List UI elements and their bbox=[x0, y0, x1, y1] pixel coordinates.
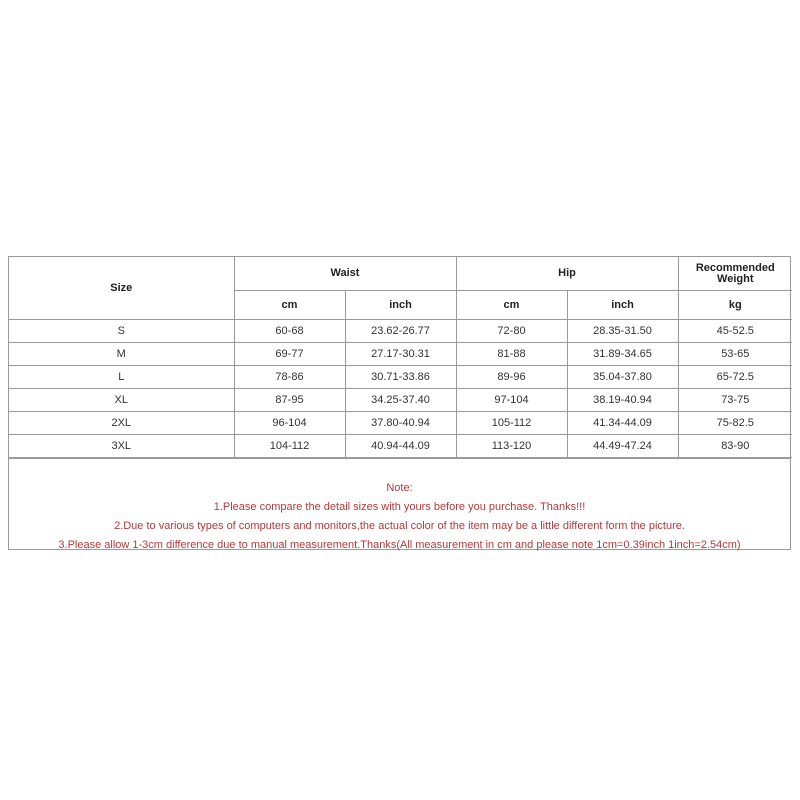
table-row bbox=[9, 388, 792, 411]
cell-size: 3XL bbox=[9, 434, 234, 457]
cell-hip-cm: 113-120 bbox=[456, 434, 567, 457]
cell-size: 2XL bbox=[9, 411, 234, 434]
cell-waist-inch: 27.17-30.31 bbox=[345, 342, 456, 365]
header-weight-kg: kg bbox=[678, 290, 792, 319]
size-chart-container bbox=[8, 256, 791, 550]
cell-size: S bbox=[9, 319, 234, 342]
header-waist: Waist bbox=[234, 257, 456, 290]
header-hip-cm: cm bbox=[456, 290, 567, 319]
recommended-weight-label: Recommended Weight bbox=[695, 262, 775, 286]
cell-waist-cm: 96-104 bbox=[234, 411, 345, 434]
table-row bbox=[9, 411, 792, 434]
size-chart-table bbox=[9, 257, 792, 458]
cell-weight-kg: 53-65 bbox=[678, 342, 792, 365]
cell-waist-inch: 23.62-26.77 bbox=[345, 319, 456, 342]
header-size: Size bbox=[9, 257, 234, 319]
cell-waist-cm: 78-86 bbox=[234, 365, 345, 388]
cell-waist-cm: 104-112 bbox=[234, 434, 345, 457]
cell-hip-inch: 41.34-44.09 bbox=[567, 411, 678, 434]
table-row bbox=[9, 319, 792, 342]
header-waist-inch: inch bbox=[345, 290, 456, 319]
cell-hip-inch: 35.04-37.80 bbox=[567, 365, 678, 388]
cell-size: M bbox=[9, 342, 234, 365]
cell-weight-kg: 75-82.5 bbox=[678, 411, 792, 434]
cell-waist-cm: 87-95 bbox=[234, 388, 345, 411]
cell-weight-kg: 73-75 bbox=[678, 388, 792, 411]
cell-hip-cm: 81-88 bbox=[456, 342, 567, 365]
cell-weight-kg: 83-90 bbox=[678, 434, 792, 457]
notes-title: Note: bbox=[386, 481, 413, 494]
cell-hip-inch: 28.35-31.50 bbox=[567, 319, 678, 342]
note-line-2: 2.Due to various types of computers and monitors,the actual color of the item may be a little different form the picture. bbox=[114, 519, 685, 532]
cell-hip-inch: 31.89-34.65 bbox=[567, 342, 678, 365]
header-recommended-weight bbox=[678, 257, 792, 290]
cell-weight-kg: 65-72.5 bbox=[678, 365, 792, 388]
cell-waist-inch: 37.80-40.94 bbox=[345, 411, 456, 434]
cell-waist-inch: 34.25-37.40 bbox=[345, 388, 456, 411]
notes-section bbox=[9, 458, 790, 549]
note-line-3: 3.Please allow 1-3cm difference due to manual measurement.Thanks(All measurement in cm and please note 1cm=0.39inch 1inch=2.54cm) bbox=[58, 538, 741, 551]
cell-waist-cm: 60-68 bbox=[234, 319, 345, 342]
cell-hip-inch: 38.19-40.94 bbox=[567, 388, 678, 411]
cell-waist-cm: 69-77 bbox=[234, 342, 345, 365]
cell-waist-inch: 40.94-44.09 bbox=[345, 434, 456, 457]
table-row bbox=[9, 365, 792, 388]
cell-hip-cm: 105-112 bbox=[456, 411, 567, 434]
table-row bbox=[9, 434, 792, 457]
table-row bbox=[9, 342, 792, 365]
cell-weight-kg: 45-52.5 bbox=[678, 319, 792, 342]
cell-size: L bbox=[9, 365, 234, 388]
header-hip-inch: inch bbox=[567, 290, 678, 319]
cell-hip-cm: 97-104 bbox=[456, 388, 567, 411]
note-line-1: 1.Please compare the detail sizes with yours before you purchase. Thanks!!! bbox=[213, 500, 586, 513]
cell-waist-inch: 30.71-33.86 bbox=[345, 365, 456, 388]
header-waist-cm: cm bbox=[234, 290, 345, 319]
cell-hip-cm: 72-80 bbox=[456, 319, 567, 342]
cell-hip-cm: 89-96 bbox=[456, 365, 567, 388]
header-hip: Hip bbox=[456, 257, 678, 290]
cell-size: XL bbox=[9, 388, 234, 411]
cell-hip-inch: 44.49-47.24 bbox=[567, 434, 678, 457]
